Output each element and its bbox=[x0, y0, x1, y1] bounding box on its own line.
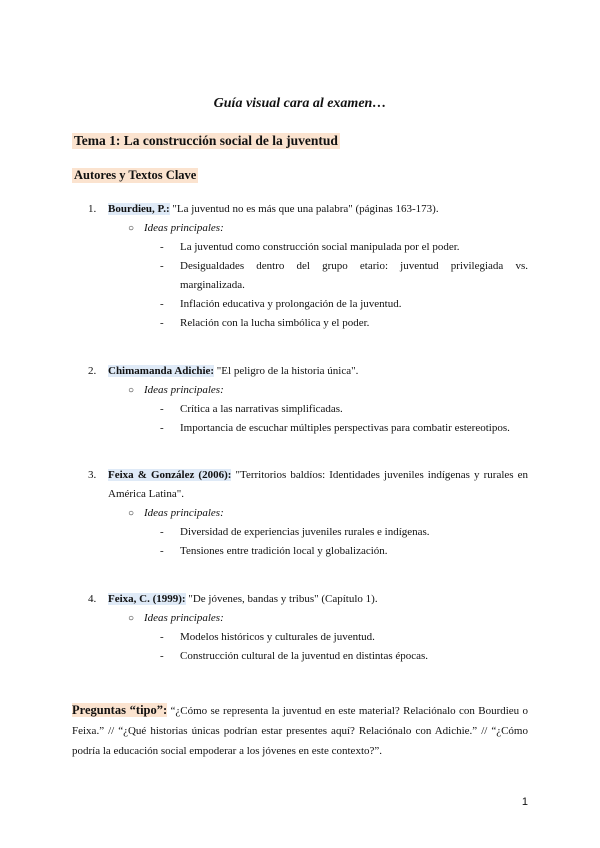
circle-bullet-icon: ○ bbox=[128, 223, 135, 234]
topic-heading: Tema 1: La construcción social de la juventud bbox=[74, 133, 338, 148]
page-number: 1 bbox=[521, 796, 528, 808]
document-title: Guía visual cara al examen… bbox=[213, 96, 387, 111]
idea-item bbox=[72, 400, 528, 419]
idea-item bbox=[72, 238, 528, 257]
list-item bbox=[72, 362, 528, 438]
list-item bbox=[72, 590, 528, 666]
item-text bbox=[72, 200, 528, 219]
circle-bullet-icon: ○ bbox=[128, 508, 135, 519]
ideas-list bbox=[72, 238, 528, 333]
work-title: "Territorios baldíos: Identidades juveniles indígenas y rurales en América Latina". bbox=[108, 469, 529, 500]
idea-text: La juventud como construcción social manipulada por el poder. bbox=[180, 241, 460, 253]
work-title: "La juventud no es más que una palabra" (páginas 163-173). bbox=[169, 203, 439, 215]
idea-item bbox=[72, 295, 528, 314]
ideas-label bbox=[72, 219, 528, 238]
idea-text: Importancia de escuchar múltiples perspectivas para combatir estereotipos. bbox=[180, 422, 510, 434]
item-text bbox=[72, 590, 528, 609]
dash-bullet-icon: - bbox=[160, 631, 164, 643]
ideas-list bbox=[72, 523, 528, 561]
sample-questions bbox=[72, 700, 528, 761]
dash-bullet-icon: - bbox=[160, 241, 164, 253]
idea-text: Tensiones entre tradición local y globalización. bbox=[180, 545, 388, 557]
idea-text: Modelos históricos y culturales de juventud. bbox=[180, 631, 375, 643]
idea-item bbox=[72, 647, 528, 666]
dash-bullet-icon: - bbox=[160, 260, 164, 272]
list-item bbox=[72, 200, 528, 333]
questions-text: “¿Cómo se representa la juventud en este material? Relaciónalo con Bourdieu o Feixa.” // “¿Qué historias únicas podrían estar presentes aquí? Relaciónalo con Adichie.” // “¿Cómo podría la educación social empoderar a los jóvenes en este contexto?”. bbox=[72, 705, 529, 757]
dash-bullet-icon: - bbox=[160, 650, 164, 662]
dash-bullet-icon: - bbox=[160, 526, 164, 538]
ideas-label-text: Ideas principales: bbox=[144, 384, 224, 396]
author-name: Bourdieu, P.: bbox=[108, 203, 170, 215]
ideas-label bbox=[72, 609, 528, 628]
idea-text: Diversidad de experiencias juveniles rurales e indígenas. bbox=[180, 526, 430, 538]
idea-item bbox=[72, 628, 528, 647]
idea-item bbox=[72, 257, 528, 295]
list-item bbox=[72, 466, 528, 561]
author-name: Feixa & González (2006): bbox=[108, 469, 232, 481]
idea-text: Construcción cultural de la juventud en distintas épocas. bbox=[180, 650, 429, 662]
work-title: "El peligro de la historia única". bbox=[214, 365, 359, 377]
idea-item bbox=[72, 314, 528, 333]
idea-item bbox=[72, 419, 528, 438]
ideas-label-text: Ideas principales: bbox=[144, 222, 224, 234]
idea-item bbox=[72, 523, 528, 542]
dash-bullet-icon: - bbox=[160, 403, 164, 415]
item-number: 4. bbox=[88, 593, 97, 605]
author-name: Feixa, C. (1999): bbox=[108, 593, 186, 605]
ideas-list bbox=[72, 628, 528, 666]
idea-item bbox=[72, 542, 528, 561]
circle-bullet-icon: ○ bbox=[128, 385, 135, 396]
item-number: 1. bbox=[88, 203, 97, 215]
ideas-label bbox=[72, 504, 528, 523]
ideas-label bbox=[72, 381, 528, 400]
item-text bbox=[72, 362, 528, 381]
idea-text: Crítica a las narrativas simplificadas. bbox=[180, 403, 343, 415]
item-number: 2. bbox=[88, 365, 97, 377]
ideas-list bbox=[72, 400, 528, 438]
section-heading: Autores y Textos Clave bbox=[74, 168, 197, 182]
questions-label: Preguntas “tipo”: bbox=[72, 703, 168, 717]
dash-bullet-icon: - bbox=[160, 422, 164, 434]
dash-bullet-icon: - bbox=[160, 317, 164, 329]
ideas-label-text: Ideas principales: bbox=[144, 612, 224, 624]
ideas-label-text: Ideas principales: bbox=[144, 507, 224, 519]
idea-text: Inflación educativa y prolongación de la juventud. bbox=[180, 298, 402, 310]
item-text bbox=[72, 466, 528, 504]
item-number: 3. bbox=[88, 469, 97, 481]
work-title: "De jóvenes, bandas y tribus" (Capítulo 1). bbox=[185, 593, 378, 605]
dash-bullet-icon: - bbox=[160, 298, 164, 310]
dash-bullet-icon: - bbox=[160, 545, 164, 557]
circle-bullet-icon: ○ bbox=[128, 613, 135, 624]
idea-text: Desigualdades dentro del grupo etario: juventud privilegiada vs. marginalizada. bbox=[180, 260, 528, 291]
idea-text: Relación con la lucha simbólica y el poder. bbox=[180, 317, 370, 329]
author-name: Chimamanda Adichie: bbox=[108, 365, 215, 377]
